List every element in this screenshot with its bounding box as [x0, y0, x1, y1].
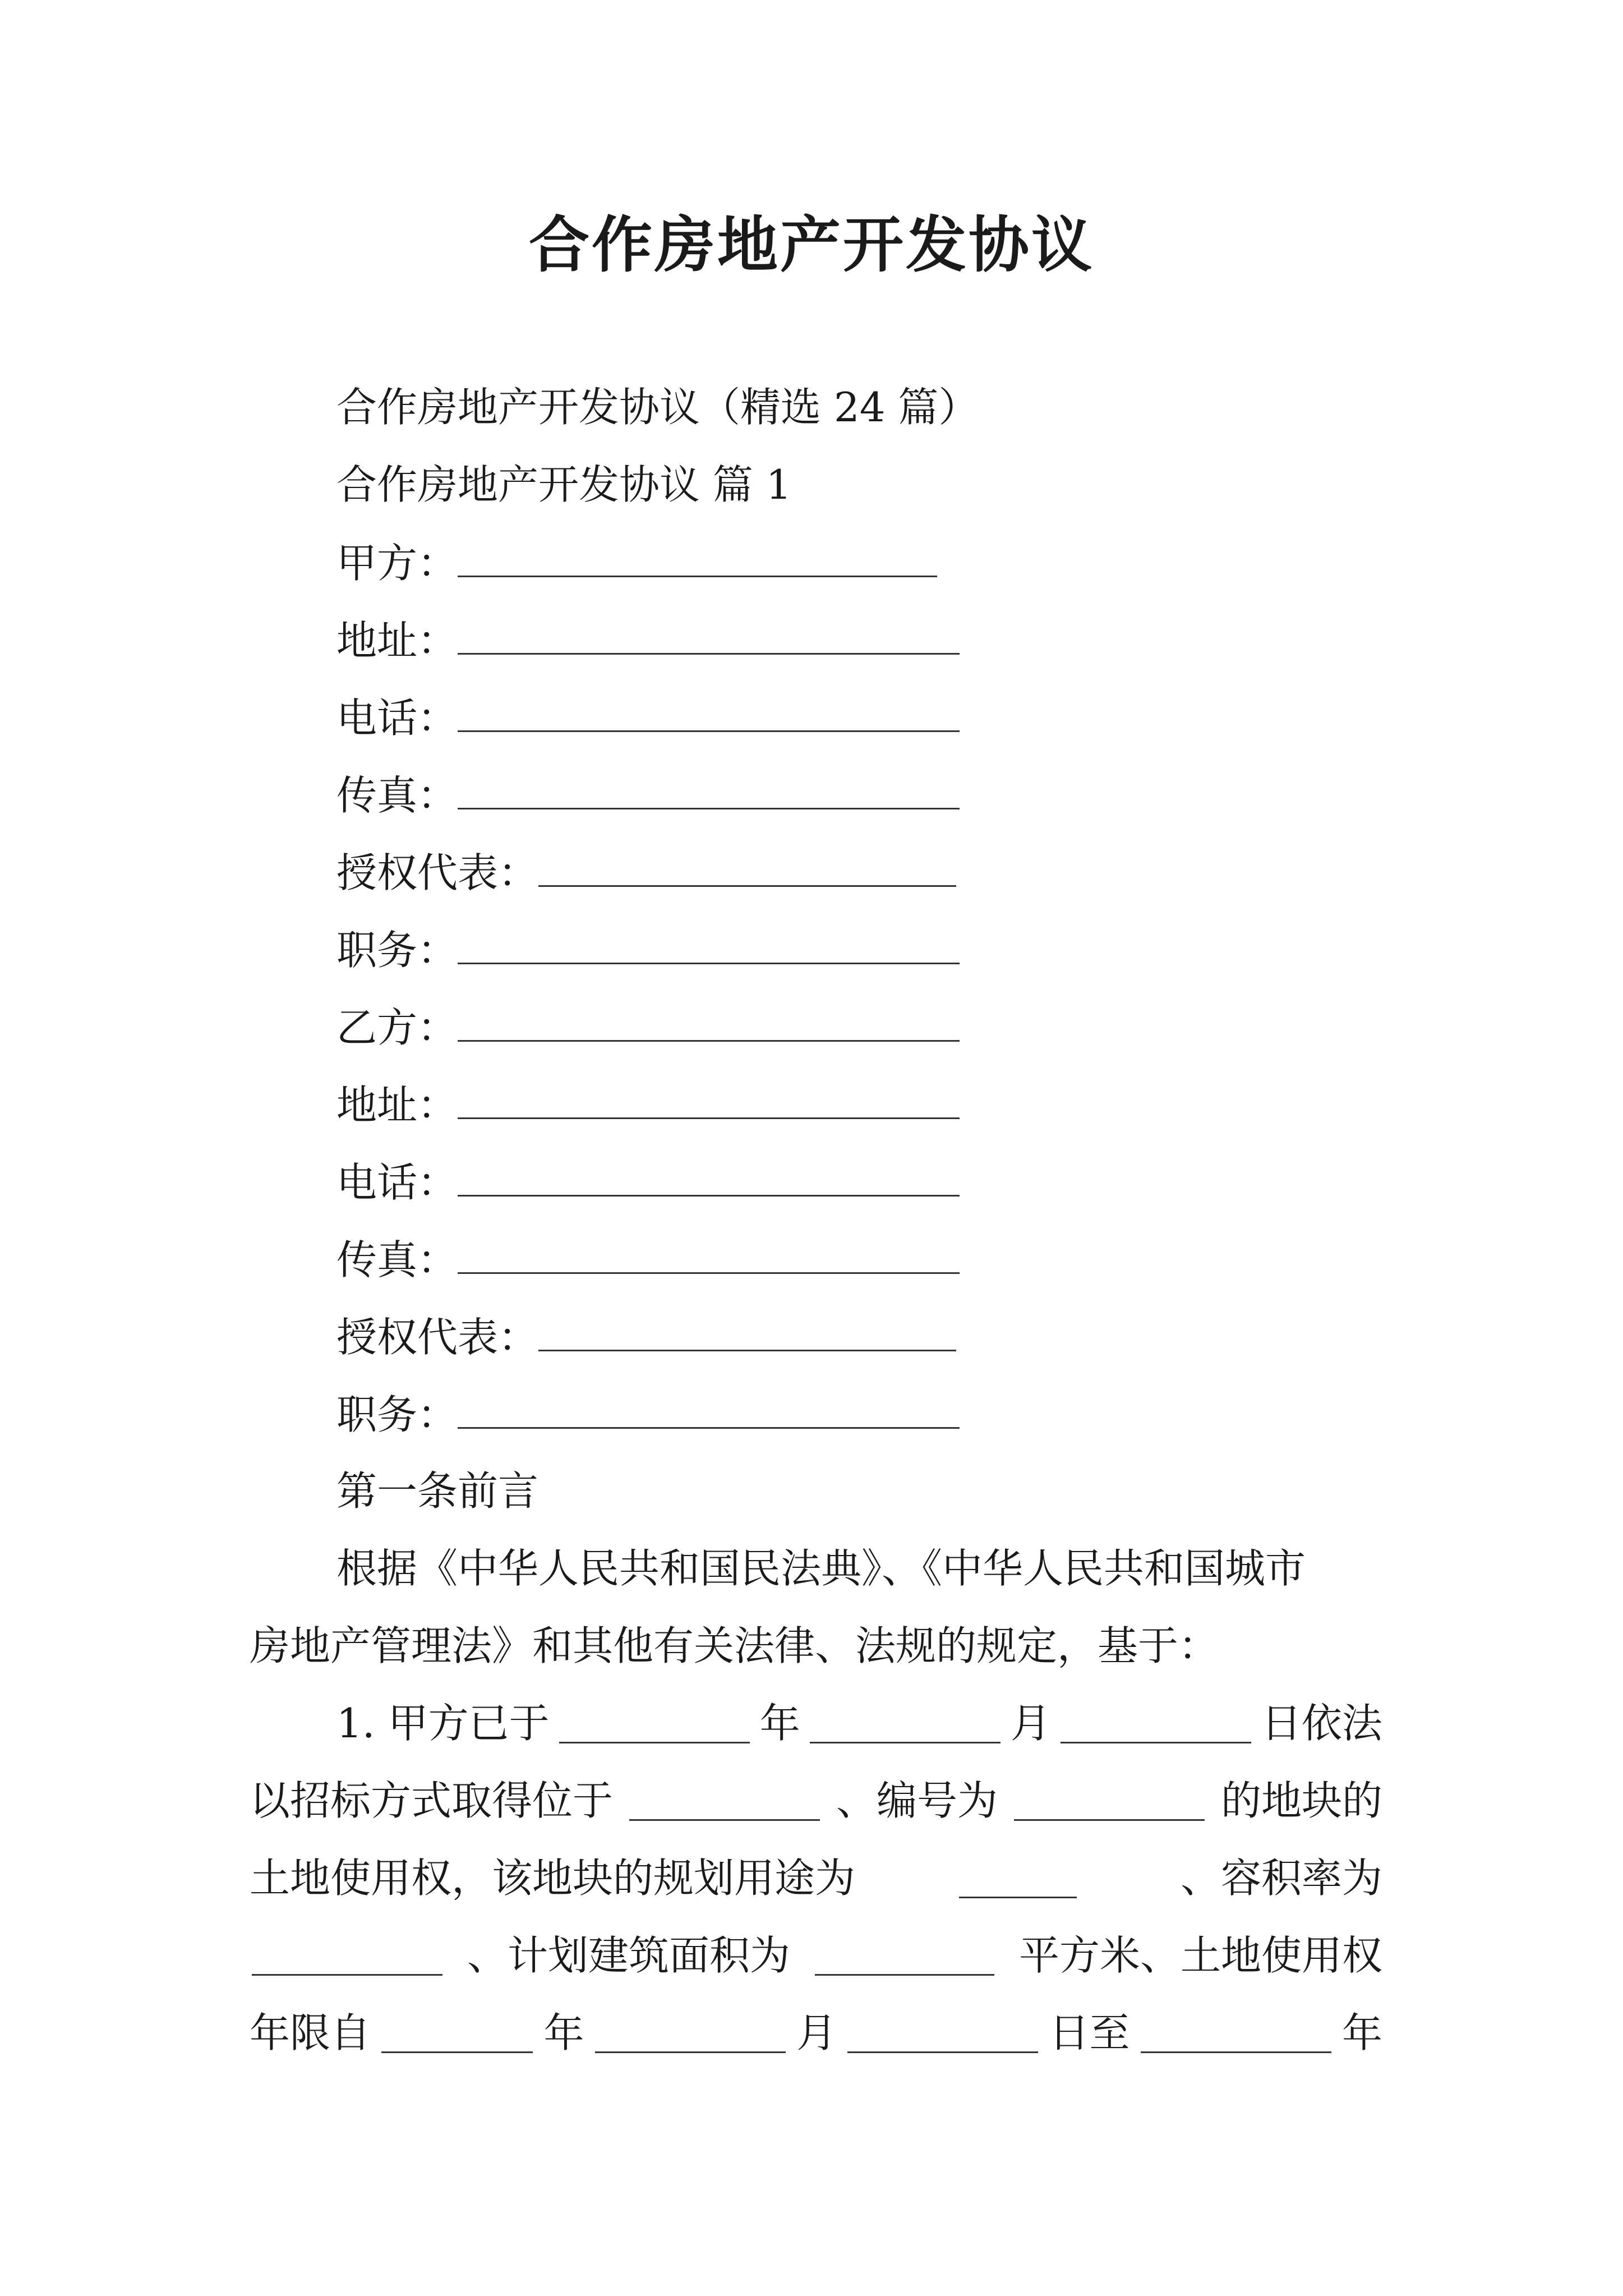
item-text: 、计划建筑面积为 — [467, 1932, 790, 1979]
section-heading: 合作房地产开发协议 篇 1 — [336, 461, 792, 508]
party-a-rep-blank[interactable] — [538, 852, 956, 887]
party-b-position-blank[interactable] — [458, 1393, 960, 1429]
document-title: 合作房地产开发协议 — [528, 210, 1094, 280]
party-b-name-label: 乙方： — [336, 1004, 458, 1051]
party-a-fax-row — [336, 772, 960, 819]
party-a-address-label: 地址： — [336, 617, 458, 664]
party-b-rep-label: 授权代表： — [336, 1314, 539, 1361]
location-blank[interactable] — [629, 1786, 820, 1821]
item-1-line-3 — [250, 1855, 1382, 1902]
party-a-fax-label: 传真： — [336, 772, 458, 819]
end-year-blank[interactable] — [1141, 2018, 1331, 2053]
party-b-address-row — [336, 1082, 960, 1129]
item-text: 日至 — [1049, 2009, 1130, 2056]
party-b-position-row — [336, 1391, 960, 1438]
start-day-blank[interactable] — [847, 2018, 1038, 2053]
party-a-fax-blank[interactable] — [458, 774, 960, 809]
day-blank[interactable] — [1061, 1708, 1251, 1743]
item-text: 年 — [759, 1700, 800, 1747]
item-text: 1. 甲方已于 — [336, 1700, 550, 1747]
party-b-fax-row — [336, 1236, 960, 1283]
party-b-phone-row — [336, 1159, 960, 1206]
party-b-phone-label: 电话： — [336, 1159, 458, 1206]
party-b-rep-blank[interactable] — [538, 1316, 956, 1351]
party-a-name-blank[interactable] — [458, 542, 937, 577]
item-text: 土地使用权，该地块的规划用途为 — [250, 1855, 856, 1902]
item-text: 、编号为 — [836, 1777, 998, 1824]
party-b-fax-label: 传真： — [336, 1236, 458, 1283]
document-subtitle: 合作房地产开发协议（精选 24 篇） — [336, 384, 979, 431]
start-year-blank[interactable] — [381, 2018, 533, 2053]
para-text: 根据《中华人民共和国民法典》、《中华人民共和国城市 — [336, 1545, 1306, 1592]
item-1-line-5 — [250, 2009, 1382, 2056]
item-1-line-2 — [250, 1777, 1382, 1824]
party-a-name-row — [336, 540, 937, 587]
item-text: 年 — [1341, 2009, 1382, 2056]
item-text: 月 — [1010, 1700, 1051, 1747]
party-b-position-label: 职务： — [336, 1391, 458, 1438]
planned-use-blank[interactable] — [959, 1863, 1077, 1898]
party-a-name-label: 甲方： — [336, 540, 458, 587]
floor-area-blank[interactable] — [815, 1940, 994, 1976]
party-b-address-label: 地址： — [336, 1082, 458, 1129]
party-a-position-label: 职务： — [336, 927, 458, 974]
party-a-position-blank[interactable] — [458, 929, 960, 964]
item-text: 平方米、土地使用权 — [1018, 1932, 1382, 1979]
party-b-rep-row — [336, 1314, 956, 1361]
party-a-position-row — [336, 927, 960, 974]
party-b-name-blank[interactable] — [458, 1006, 960, 1042]
item-1-line-1 — [336, 1700, 1382, 1747]
party-b-fax-blank[interactable] — [458, 1239, 960, 1274]
party-a-phone-label: 电话： — [336, 694, 458, 742]
party-a-address-blank[interactable] — [458, 619, 960, 655]
article-1-para-line-1 — [336, 1545, 1382, 1592]
party-a-rep-label: 授权代表： — [336, 849, 539, 896]
month-blank[interactable] — [810, 1708, 1000, 1743]
plot-number-blank[interactable] — [1014, 1786, 1205, 1821]
party-a-address-row — [336, 617, 960, 664]
item-text: 年 — [543, 2009, 584, 2056]
item-text: 月 — [796, 2009, 837, 2056]
item-text: 年限自 — [250, 2009, 371, 2056]
item-text: 以招标方式取得位于 — [250, 1777, 614, 1824]
article-1-para-line-2: 房地产管理法》和其他有关法律、法规的规定，基于： — [250, 1622, 1219, 1669]
item-text: 日依法 — [1261, 1700, 1382, 1747]
party-b-address-blank[interactable] — [458, 1084, 960, 1119]
item-1-line-4 — [250, 1932, 1382, 1979]
plot-ratio-blank[interactable] — [252, 1940, 442, 1976]
article-1-heading: 第一条前言 — [336, 1467, 539, 1515]
party-b-phone-blank[interactable] — [458, 1161, 960, 1197]
start-month-blank[interactable] — [595, 2018, 786, 2053]
party-a-rep-row — [336, 849, 956, 896]
year-blank[interactable] — [559, 1708, 750, 1743]
party-b-name-row — [336, 1004, 960, 1051]
item-text: 的地块的 — [1220, 1777, 1382, 1824]
party-a-phone-row — [336, 694, 960, 742]
item-text: 、容积率为 — [1180, 1855, 1382, 1902]
party-a-phone-blank[interactable] — [458, 697, 960, 732]
